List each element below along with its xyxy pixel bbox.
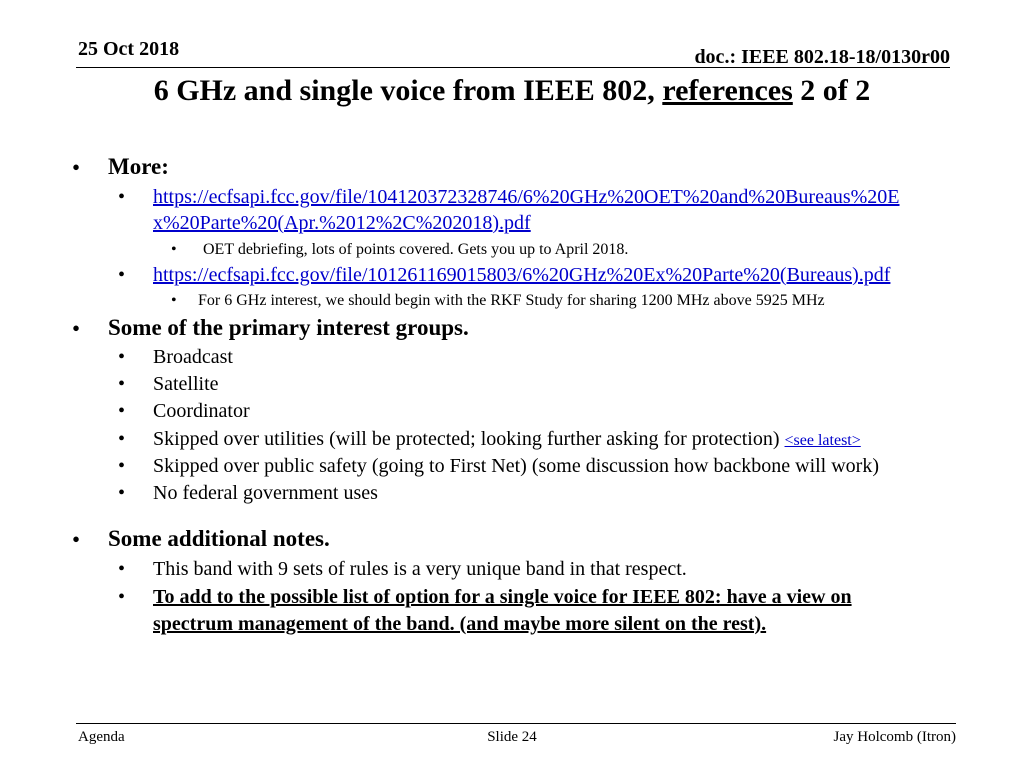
header-date: 25 Oct 2018 [78,38,180,60]
bullet-dot: • [118,186,126,208]
bullet-dot: • [118,373,126,395]
slide-title [0,74,1024,108]
bullet-interest-groups: Some of the primary interest groups. [108,315,469,340]
header-doc-id: doc.: IEEE 802.18-18/0130r00 [694,46,950,68]
footer-left: Agenda [78,729,125,745]
link-fcc-oet-line2[interactable]: x%20Parte%20(Apr.%2012%2C%202018).pdf [153,212,531,234]
bullet-dot: • [118,482,126,504]
item-public-safety: Skipped over public safety (going to First Net) (some discussion how backbone will work) [153,455,879,477]
item-broadcast: Broadcast [153,346,233,368]
bullet-dot: • [118,455,126,477]
item-federal: No federal government uses [153,482,378,504]
link-fcc-bureaus[interactable]: https://ecfsapi.fcc.gov/file/101261169015803/6%20GHz%20Ex%20Parte%20(Bureaus).pdf [153,264,891,286]
link-fcc-oet-line1[interactable]: https://ecfsapi.fcc.gov/file/104120372328746/6%20GHz%20OET%20and%20Bureaus%20E [153,186,900,208]
footer-rule [76,723,956,724]
bullet-dot: • [118,264,126,286]
note-oet-debriefing: OET debriefing, lots of points covered. Gets you up to April 2018. [203,241,629,258]
footer-author: Jay Holcomb (Itron) [833,729,956,745]
title-prefix: 6 GHz and single voice from IEEE 802, [153,74,663,107]
title-references: references [662,74,793,107]
header-rule [76,67,950,68]
item-todo-line1: To add to the possible list of option for a single voice for IEEE 802: have a view on [153,586,852,608]
link-see-latest[interactable]: <see latest> [784,432,861,449]
item-coordinator: Coordinator [153,400,250,422]
item-satellite: Satellite [153,373,219,395]
footer-slide-number: Slide 24 [487,729,537,745]
note-rkf-study: For 6 GHz interest, we should begin with the RKF Study for sharing 1200 MHz above 5925 MHz [198,292,825,309]
bullet-dot: • [118,400,126,422]
bullet-dot: • [118,558,126,580]
item-todo-line2: spectrum management of the band. (and maybe more silent on the rest). [153,613,767,635]
bullet-dot: • [72,316,81,341]
bullet-dot: • [72,527,81,552]
bullet-dot: • [118,428,126,450]
bullet-additional-notes: Some additional notes. [108,526,330,551]
title-suffix: 2 of 2 [792,74,871,107]
item-band-rules: This band with 9 sets of rules is a very unique band in that respect. [153,558,687,580]
bullet-dot: • [171,292,177,309]
bullet-dot: • [118,346,126,368]
utilities-text: Skipped over utilities (will be protected; looking further asking for protection) [153,428,785,450]
bullet-more: More: [108,154,169,179]
item-utilities [153,428,861,451]
bullet-dot: • [72,155,81,180]
bullet-dot: • [118,586,126,608]
bullet-dot: • [171,241,177,258]
